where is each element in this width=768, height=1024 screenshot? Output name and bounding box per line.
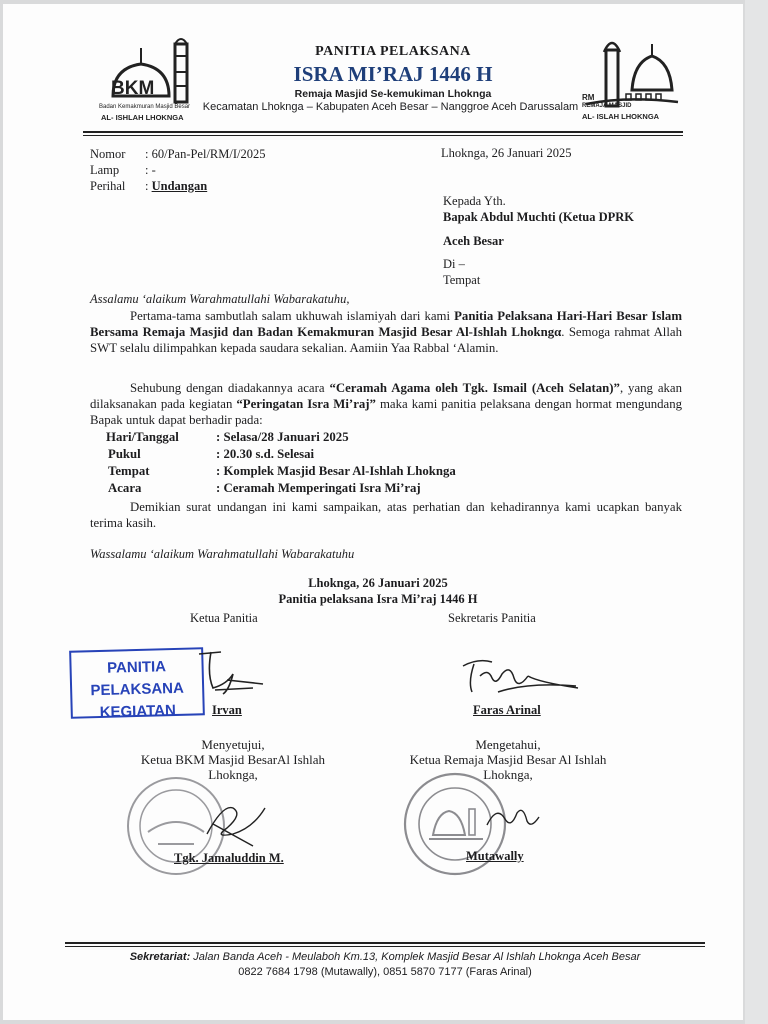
- detail-label: Hari/Tanggal: [106, 430, 179, 444]
- nomor-value: : 60/Pan-Pel/RM/I/2025: [145, 147, 266, 161]
- rm-line2: AL- ISLAH LHOKNGA: [582, 112, 660, 121]
- detail-row-agenda: [106, 480, 456, 497]
- letterhead-title: PANITIA PELAKSANA: [315, 44, 471, 59]
- committee-stamp: [69, 647, 205, 721]
- detail-label: Tempat: [108, 464, 150, 478]
- signature-committee: Panitia pelaksana Isra Mi’raj 1446 H: [278, 592, 478, 606]
- chair-signature: [193, 644, 273, 704]
- footer-rule: [65, 942, 705, 944]
- bkm-line1: Badan Kemakmuran Masjid Besar: [99, 104, 191, 110]
- opening-salutation: Assalamu ‘alaikum Warahmatullahi Wabarakatuhu,: [90, 292, 350, 306]
- perihal-colon: :: [145, 179, 149, 193]
- detail-row-date: [106, 429, 456, 446]
- footer-address: [65, 951, 705, 963]
- event-details: [106, 429, 456, 497]
- intro-organizer: Panitia Pelaksana Hari-Hari Besar Islam Bersama Remaja Masjid dan Badan Kemakmuran Masjid Besar Al-Ishlah Lhokngα: [90, 309, 682, 339]
- letterhead-rule-thin: [83, 135, 683, 136]
- paragraph-intro: [90, 308, 682, 356]
- letterhead-address: Kecamatan Lhoknga – Kabupaten Aceh Besar – Nanggroe Aceh Darussalam: [202, 101, 579, 113]
- perihal-label: Perihal: [90, 179, 126, 193]
- recipient-name: Bapak Abdul Muchti (Ketua DPRK: [443, 210, 635, 224]
- letter-meta: [90, 146, 266, 194]
- secretary-name: Faras Arinal: [473, 703, 541, 717]
- detail-label: Pukul: [108, 447, 141, 461]
- approval-right-role: Ketua Remaja Masjid Besar Al Ishlah: [409, 752, 607, 767]
- chair-role: Ketua Panitia: [190, 611, 258, 625]
- letterhead-subtitle: Remaja Masjid Se-kemukiman Lhoknga: [294, 88, 492, 100]
- nomor-label: Nomor: [90, 147, 126, 161]
- bkm-chair-signature: [193, 794, 273, 854]
- bkm-logo: [95, 34, 205, 129]
- signature-date: Lhoknga, 26 Januari 2025: [308, 576, 448, 590]
- detail-row-place: [106, 463, 456, 480]
- stamp-line2: KEGIATAN: [99, 701, 177, 721]
- secretary-signature: [458, 652, 583, 702]
- detail-value: : Ceramah Memperingati Isra Mi’raj: [216, 481, 421, 495]
- remaja-masjid-logo: [578, 32, 683, 127]
- recipient-di: Di –: [443, 257, 465, 271]
- background-edge: [745, 0, 768, 1024]
- bkm-chair-name: Tgk. Jamaluddin M.: [174, 851, 284, 865]
- paragraph-invitation: [90, 380, 682, 428]
- invite-occasion: “Peringatan Isra Mi’raj”: [236, 397, 376, 411]
- intro-text-a: Pertama-tama sambutlah salam ukhuwah islamiyah dari kami: [130, 309, 455, 323]
- lamp-value: : -: [145, 163, 156, 177]
- footer-phone: 0822 7684 1798 (Mutawally), 0851 5870 7177 (Faras Arinal): [238, 966, 532, 978]
- approval-left-label: Menyetujui,: [201, 737, 265, 752]
- remaja-chair-name: Mutawally: [466, 849, 524, 863]
- invite-text-a: Sehubung dengan diadakannya acara: [130, 381, 330, 395]
- bkm-abbr: BKM: [111, 78, 155, 99]
- chair-name: Irvan: [212, 703, 242, 717]
- rm-line1: REMAJA MASJID: [582, 103, 632, 109]
- invite-text-c: , yang akan dilaksanakan pada kegiatan: [90, 381, 682, 411]
- recipient-place: Tempat: [443, 273, 481, 287]
- invite-event-title: “Ceramah Agama oleh Tgk. Ismail (Aceh Selatan)”: [329, 381, 620, 395]
- stamp-line1: PANITIA PELAKSANA: [90, 658, 185, 700]
- recipient-name-2: Aceh Besar: [443, 234, 504, 248]
- bkm-line2: AL- ISHLAH LHOKNGA: [101, 113, 184, 122]
- letter-date: Lhoknga, 26 Januari 2025: [441, 146, 572, 160]
- letter-page: [3, 4, 743, 1020]
- closing-salutation: Wassalamu ‘alaikum Warahmatullahi Wabarakatuhu: [90, 547, 355, 561]
- approval-right-label: Mengetahui,: [475, 737, 541, 752]
- approval-left-role-2: Lhoknga,: [208, 767, 258, 782]
- recipient-greeting: Kepada Yth.: [443, 194, 506, 208]
- secretary-role: Sekretaris Panitia: [448, 611, 536, 625]
- lamp-label: Lamp: [90, 163, 120, 177]
- detail-value: : Komplek Masjid Besar Al-Ishlah Lhoknga: [216, 464, 456, 478]
- invite-text-e: maka kami panitia pelaksana dengan hormat mengundang Bapak untuk dapat berhadir pada:: [90, 397, 682, 427]
- footer-label: Sekretariat:: [129, 951, 191, 963]
- rm-abbr: RM: [582, 93, 595, 102]
- detail-row-time: [106, 446, 456, 463]
- letterhead-rule: [83, 131, 683, 133]
- approval-left-role: Ketua BKM Masjid BesarAl Ishlah: [140, 752, 326, 767]
- letterhead-event: ISRA MI’RAJ 1446 H: [293, 62, 493, 86]
- perihal-value: Undangan: [151, 179, 208, 193]
- intro-text-c: . Semoga rahmat Allah SWT selalu dilimpahkan kepada saudara sekalian. Aamiin Yaa Rabbal ‘Alamin.: [90, 325, 682, 355]
- remaja-chair-signature: [483, 799, 543, 839]
- detail-label: Acara: [108, 481, 142, 495]
- detail-value: : 20.30 s.d. Selesai: [216, 447, 315, 461]
- closing-text: Demikian surat undangan ini kami sampaikan, atas perhatian dan kehadirannya kami ucapkan banyak terima kasih.: [90, 500, 682, 530]
- detail-value: : Selasa/28 Januari 2025: [216, 430, 349, 444]
- footer-address-text: Jalan Banda Aceh - Meulaboh Km.13, Komplek Masjid Besar Al Ishlah Lhoknga Aceh Besar: [190, 951, 641, 963]
- paragraph-closing: [90, 499, 682, 531]
- footer-rule-thin: [65, 946, 705, 947]
- approval-right-role-2: Lhoknga,: [483, 767, 533, 782]
